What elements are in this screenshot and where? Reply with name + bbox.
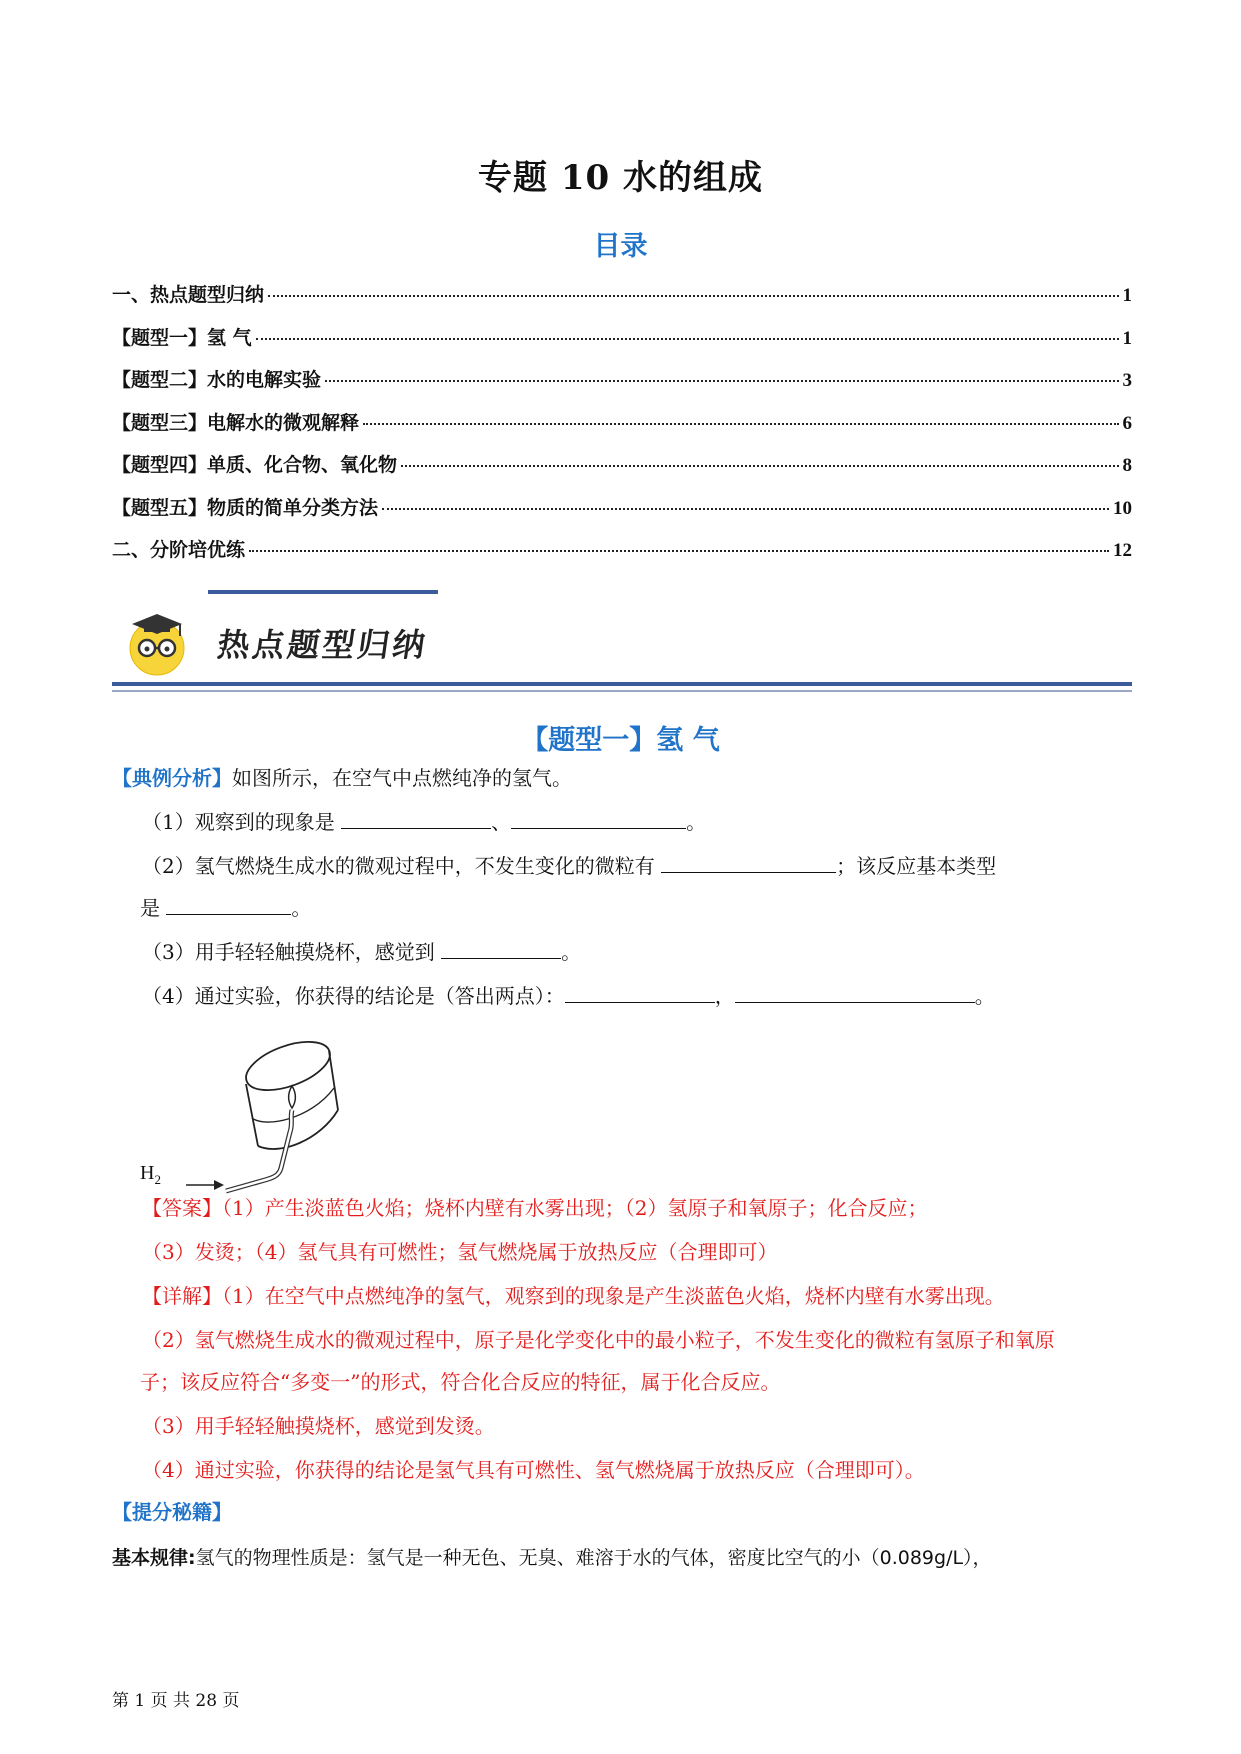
detail-text: （1）在空气中点燃纯净的氢气，观察到的现象是产生淡蓝色火焰，烧杯内壁有水雾出现。 bbox=[222, 1284, 1005, 1308]
section-heading: 【题型一】氢 气 bbox=[521, 725, 720, 756]
toc-heading: 目录 bbox=[593, 231, 648, 262]
banner-title: 热点题型归纳 bbox=[215, 626, 431, 664]
tips-heading bbox=[112, 1498, 232, 1526]
answer-text: （3）发烫；（4）氢气具有可燃性；氢气燃烧属于放热反应（合理即可） bbox=[142, 1240, 778, 1264]
beaker-flame-illustration bbox=[140, 1028, 360, 1203]
answer-text: （1）产生淡蓝色火焰；烧杯内壁有水雾出现；（2）氢原子和氧原子；化合反应； bbox=[222, 1196, 928, 1220]
formula-subscript: 2 bbox=[154, 1172, 161, 1187]
question-text: 。 bbox=[686, 810, 707, 834]
question-text: （2）氢气燃烧生成水的微观过程中，不发生变化的微粒有 bbox=[142, 854, 655, 878]
rule-line bbox=[112, 1544, 992, 1572]
answer-line-2 bbox=[142, 1238, 777, 1266]
detail-line-2 bbox=[142, 1326, 1055, 1354]
detail-text: （2）氢气燃烧生成水的微观过程中，原子是化学变化中的最小粒子，不发生变化的微粒有氢原子和氧原 bbox=[142, 1328, 1055, 1352]
rule-label: 基本规律: bbox=[112, 1547, 196, 1569]
example-tag: 【典例分析】 bbox=[112, 766, 232, 790]
toc-entry-page: 6 bbox=[1122, 412, 1132, 434]
toc-entry-label: 【题型五】物质的简单分类方法 bbox=[112, 496, 379, 519]
toc-entry-label: 二、分阶培优练 bbox=[112, 539, 246, 561]
detail-tag: 【详解】 bbox=[142, 1284, 222, 1308]
answer-blank[interactable] bbox=[341, 808, 491, 829]
page-footer: 第 1 页 共 28 页 bbox=[112, 1691, 240, 1711]
question-text: 是 bbox=[140, 896, 160, 920]
toc-entry-page: 3 bbox=[1122, 370, 1132, 391]
answer-blank[interactable] bbox=[735, 982, 975, 1003]
answer-blank[interactable] bbox=[661, 852, 836, 873]
question-text: 。 bbox=[974, 984, 995, 1008]
question-text: （4）通过实验，你获得的结论是（答出两点）： bbox=[142, 984, 565, 1008]
example-intro: 如图所示，在空气中点燃纯净的氢气。 bbox=[232, 766, 572, 790]
question-text: ；该反应基本类型 bbox=[836, 854, 997, 878]
detail-line-5 bbox=[142, 1456, 925, 1484]
answer-tag: 【答案】 bbox=[142, 1196, 222, 1220]
detail-line-4 bbox=[142, 1412, 495, 1440]
answer-blank[interactable] bbox=[511, 808, 686, 829]
toc-entry-page: 1 bbox=[1122, 285, 1132, 306]
section-content bbox=[112, 0, 1132, 1754]
toc-entry-page: 10 bbox=[1113, 497, 1132, 519]
toc-entry-label: 【题型四】单质、化合物、氧化物 bbox=[112, 454, 398, 476]
toc-entry-label: 一、热点题型归纳 bbox=[112, 284, 265, 306]
answer-blank[interactable] bbox=[441, 938, 561, 959]
question-1 bbox=[142, 808, 706, 836]
answer-blank[interactable] bbox=[565, 982, 715, 1003]
toc-entry-label: 【题型二】水的电解实验 bbox=[112, 369, 322, 391]
question-text: 。 bbox=[291, 896, 312, 920]
question-3 bbox=[142, 938, 581, 966]
tips-tag: 【提分秘籍】 bbox=[112, 1500, 232, 1524]
question-text: 、 bbox=[491, 810, 512, 834]
formula-text: H bbox=[140, 1162, 155, 1184]
question-text: ， bbox=[714, 984, 735, 1008]
toc-entry-label: 【题型一】氢 气 bbox=[112, 326, 252, 349]
hydrogen-burning-figure bbox=[140, 1028, 360, 1203]
detail-line-1 bbox=[142, 1282, 1005, 1310]
answer-blank[interactable] bbox=[166, 894, 291, 915]
question-text: （1）观察到的现象是 bbox=[142, 810, 335, 834]
detail-text: （3）用手轻轻触摸烧杯，感觉到发烫。 bbox=[142, 1414, 495, 1438]
question-2 bbox=[142, 852, 996, 880]
rule-text: 氢气的物理性质是：氢气是一种无色、无臭、难溶于水的气体，密度比空气的小（0.089g/L）， bbox=[195, 1547, 992, 1569]
detail-text: （4）通过实验，你获得的结论是氢气具有可燃性、氢气燃烧属于放热反应（合理即可）。 bbox=[142, 1458, 925, 1482]
hydrogen-label bbox=[140, 1162, 161, 1188]
question-4 bbox=[142, 982, 995, 1010]
detail-line-3 bbox=[140, 1368, 780, 1396]
page-title: 专题 10 水的组成 bbox=[478, 158, 763, 198]
example-intro-line bbox=[112, 764, 572, 792]
toc-entry-label: 【题型三】电解水的微观解释 bbox=[112, 411, 360, 434]
question-2-cont bbox=[140, 894, 311, 922]
question-text: 。 bbox=[561, 940, 582, 964]
detail-text: 子；该反应符合“多变一”的形式，符合化合反应的特征，属于化合反应。 bbox=[140, 1370, 781, 1394]
toc-entry-page: 1 bbox=[1122, 327, 1132, 349]
toc-entry-page: 8 bbox=[1122, 455, 1132, 476]
question-text: （3）用手轻轻触摸烧杯，感觉到 bbox=[142, 940, 435, 964]
toc-entry-page: 12 bbox=[1113, 540, 1132, 561]
